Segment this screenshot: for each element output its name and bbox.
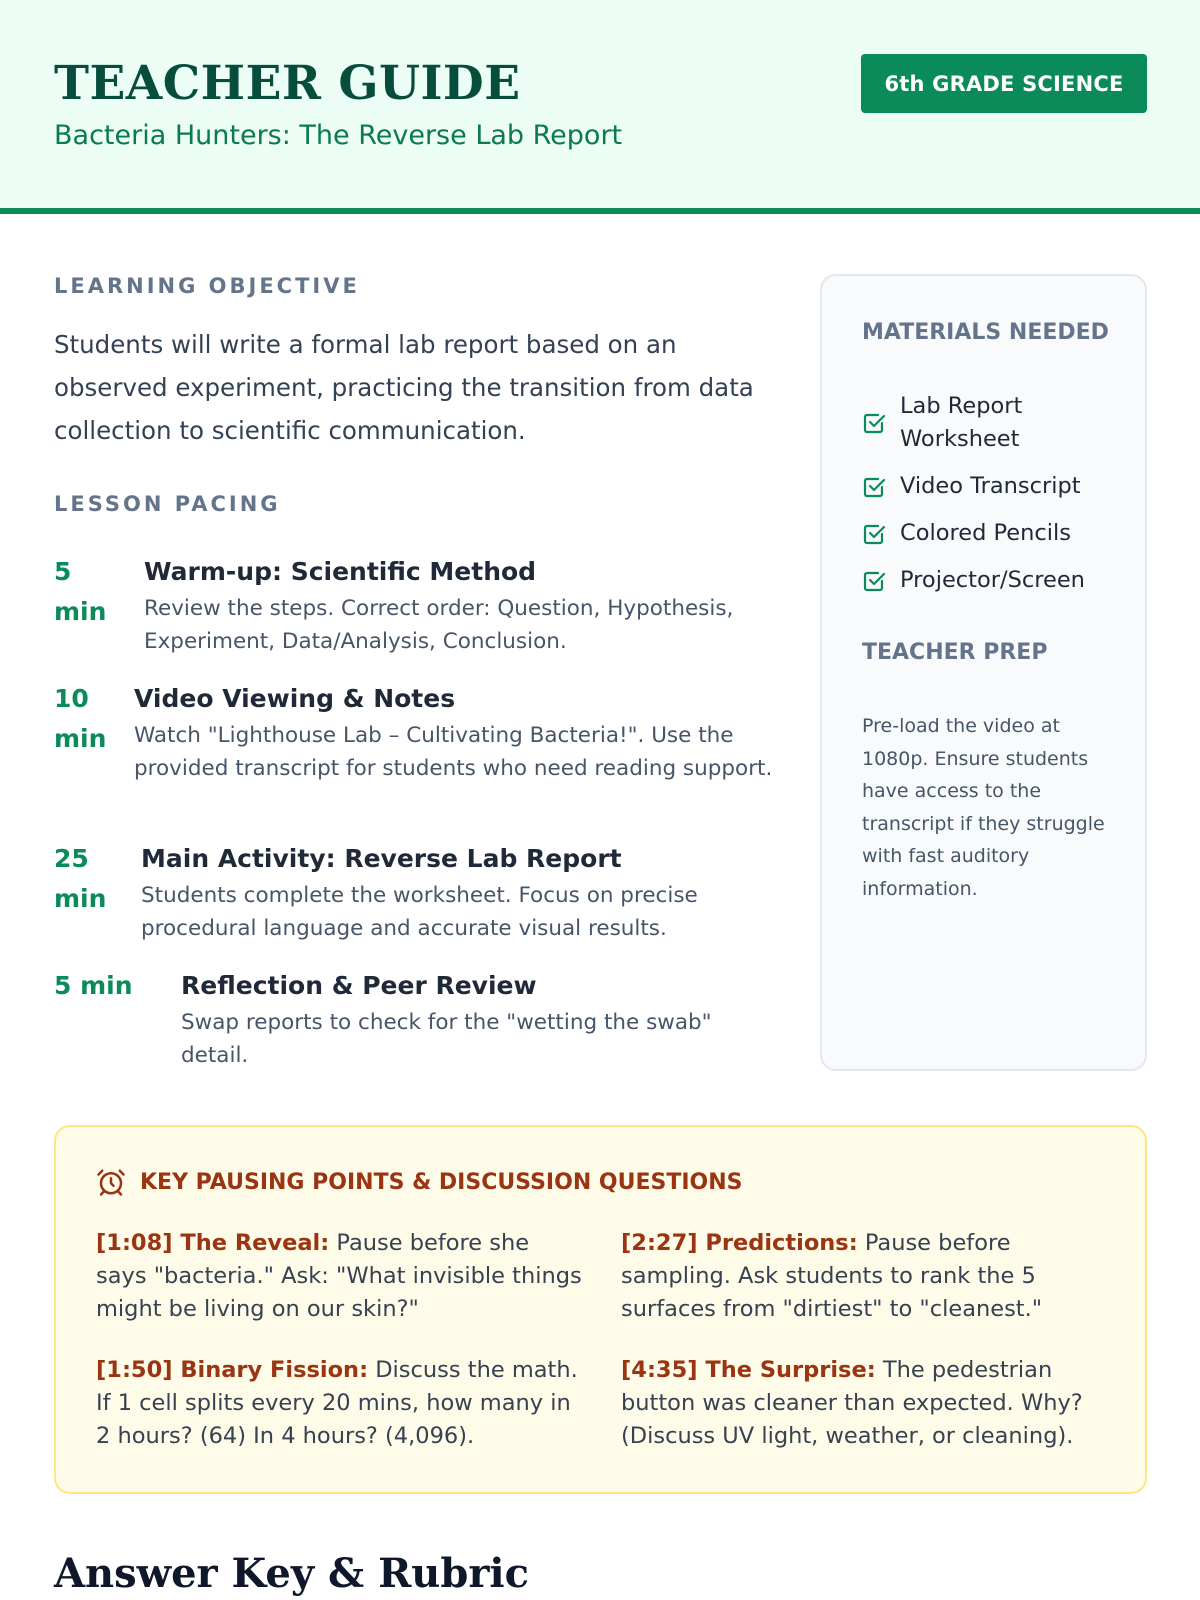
teacher-prep-text: Pre-load the video at 1080p. Ensure students have access to the transcript if they struggle with fast auditory information.	[862, 715, 1105, 900]
material-item	[862, 564, 1085, 597]
pacing-title: Video Viewing & Notes	[134, 684, 456, 713]
pausing-header	[96, 1167, 742, 1197]
objective-label: LEARNING OBJECTIVE	[54, 274, 360, 298]
answer-key-title: Answer Key & Rubric	[54, 1550, 529, 1597]
page-header	[0, 0, 1200, 214]
teacher-prep-label: TEACHER PREP	[862, 640, 1048, 665]
checkbox-check-icon	[862, 475, 886, 499]
material-item	[862, 470, 1081, 503]
page-subtitle: Bacteria Hunters: The Reverse Lab Report	[54, 120, 623, 151]
pausing-point	[96, 1354, 586, 1453]
material-label: Colored Pencils	[900, 520, 1071, 546]
pausing-label: [4:35] The Surprise:	[621, 1357, 876, 1383]
pausing-point	[621, 1227, 1111, 1326]
pausing-text: Pause before sampling. Ask students to rank the 5 surfaces from "dirtiest" to "cleanest."	[621, 1230, 1043, 1322]
pacing-desc: Review the steps. Correct order: Question, Hypothesis, Experiment, Data/Analysis, Conclusion.	[144, 596, 734, 654]
pacing-time: 5 min	[54, 971, 133, 1000]
checkbox-check-icon	[862, 411, 886, 435]
pausing-points-box	[54, 1125, 1147, 1494]
pausing-text: Discuss the math. If 1 cell splits every 20 mins, how many in 2 hours? (64) In 4 hours? (4,096).	[96, 1357, 578, 1449]
pausing-point	[96, 1227, 586, 1326]
pausing-title: KEY PAUSING POINTS & DISCUSSION QUESTIONS	[140, 1169, 743, 1195]
material-label: Projector/Screen	[900, 567, 1085, 593]
checkbox-check-icon	[862, 522, 886, 546]
material-label: Lab Report Worksheet	[900, 393, 1023, 452]
grade-badge: 6th GRADE SCIENCE	[861, 54, 1147, 113]
pausing-label: [1:50] Binary Fission:	[96, 1357, 369, 1383]
checkbox-check-icon	[862, 569, 886, 593]
material-item	[862, 390, 1102, 456]
page-title: TEACHER GUIDE	[54, 56, 521, 111]
pacing-time: 10 min	[54, 684, 107, 753]
pausing-text: Pause before she says "bacteria." Ask: "What invisible things might be living on our skin?"	[96, 1230, 582, 1322]
pacing-desc: Swap reports to check for the "wetting the swab" detail.	[181, 1010, 712, 1068]
pacing-desc: Students complete the worksheet. Focus on precise procedural language and accurate visual results.	[141, 883, 698, 941]
pausing-label: [2:27] Predictions:	[621, 1230, 858, 1256]
alarm-clock-icon	[96, 1167, 126, 1197]
pausing-label: [1:08] The Reveal:	[96, 1230, 330, 1256]
objective-text: Students will write a formal lab report based on an observed experiment, practicing the transition from data collection to scientific communication.	[54, 330, 754, 445]
pausing-point	[621, 1354, 1111, 1453]
pacing-title: Warm-up: Scientific Method	[144, 557, 537, 586]
pausing-text: The pedestrian button was cleaner than expected. Why? (Discuss UV light, weather, or cleaning).	[621, 1357, 1083, 1449]
material-label: Video Transcript	[900, 473, 1081, 499]
pacing-title: Main Activity: Reverse Lab Report	[141, 844, 622, 873]
pacing-label: LESSON PACING	[54, 492, 281, 516]
pacing-desc: Watch "Lighthouse Lab – Cultivating Bacteria!". Use the provided transcript for students who need reading support.	[134, 723, 773, 781]
pacing-time: 25 min	[54, 844, 107, 913]
pacing-time: 5 min	[54, 557, 107, 626]
material-item	[862, 517, 1071, 550]
materials-sidebar	[820, 274, 1147, 1071]
pacing-title: Reflection & Peer Review	[181, 971, 537, 1000]
materials-label: MATERIALS NEEDED	[862, 320, 1109, 345]
